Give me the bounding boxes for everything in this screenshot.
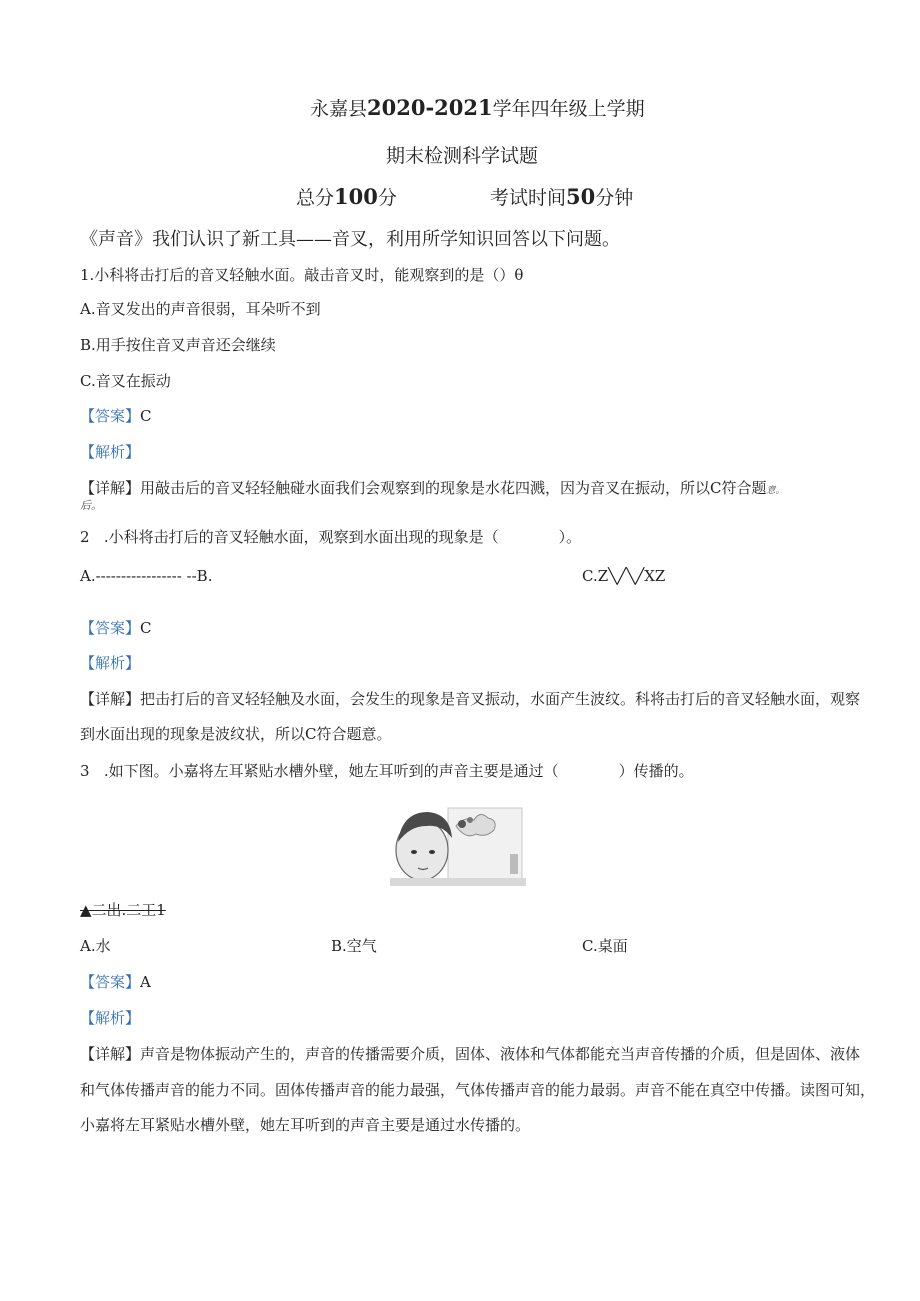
exam-time-label: 考试时间 — [490, 187, 567, 209]
q1-stem: 1.小科将击打后的音叉轻触水面。敲击音叉时，能观察到的是（）θ — [80, 266, 524, 284]
q1-option-a: A.音叉发出的声音很弱，耳朵听不到 — [80, 300, 321, 318]
q3-detail-line-2: 和气体传播声音的能力不同。固体传播声音的能力最强，气体传播声音的能力最弱。声音不能在真空中传播。读图可知， — [80, 1081, 876, 1099]
q2-stem — [80, 526, 581, 547]
total-score-unit: 分 — [377, 187, 397, 209]
q2-detail-line-1: 【详解】把击打后的音叉轻轻触及水面，会发生的现象是音叉振动，水面产生波纹。科将击打后的音叉轻触水面，观察 — [80, 690, 861, 708]
q2-number: 2 — [80, 528, 90, 546]
q3-answer — [80, 971, 151, 992]
q2-answer — [80, 617, 152, 638]
title-years: 2020-2021 — [367, 95, 493, 120]
q1-detail — [80, 477, 785, 498]
q2-answer-tag: 【答案】 — [80, 619, 141, 637]
total-score-label: 总分 — [296, 187, 335, 209]
q1-option-b: B.用手按住音叉声音还会继续 — [80, 336, 276, 354]
total-score — [296, 183, 397, 210]
title-county: 永嘉县 — [310, 98, 368, 120]
q2-option-ab: A.----------------- --B. — [80, 567, 213, 585]
q2-stem-text: .小科将击打后的音叉轻触水面，观察到水面出现的现象是（ ）。 — [103, 528, 582, 546]
q3-analysis-tag: 【解析】 — [80, 1009, 141, 1027]
q3-detail-line-1: 【详解】声音是物体振动产生的，声音的传播需要介质，固体、液体和气体都能充当声音传播的介质，但是固体、液体 — [80, 1045, 861, 1063]
q3-option-a: A.水 — [80, 937, 111, 955]
section-intro: 《声音》我们认识了新工具——音叉，利用所学知识回答以下问题。 — [80, 229, 620, 250]
exam-time-value: 50 — [566, 184, 596, 209]
q3-stem — [80, 760, 694, 781]
title-line-1 — [310, 94, 645, 121]
q3-option-c: C.桌面 — [582, 937, 628, 955]
exam-time — [490, 183, 633, 210]
q3-answer-tag: 【答案】 — [80, 973, 141, 991]
q1-detail-note: 后。 — [80, 499, 102, 512]
q1-answer — [80, 405, 152, 426]
q1-answer-tag: 【答案】 — [80, 407, 141, 425]
q2-analysis-tag: 【解析】 — [80, 654, 141, 672]
q3-detail-line-3: 小嘉将左耳紧贴水槽外壁，她左耳听到的声音主要是通过水传播的。 — [80, 1116, 531, 1134]
q3-number: 3 — [80, 762, 90, 780]
q3-stem-text: .如下图。小嘉将左耳紧贴水槽外壁，她左耳听到的声音主要是通过（ ）传播的。 — [103, 762, 694, 780]
title-term: 学年四年级上学期 — [492, 98, 645, 120]
q1-option-c: C.音叉在振动 — [80, 372, 171, 390]
q1-answer-value: C — [140, 407, 152, 425]
total-score-value: 100 — [334, 184, 378, 209]
q2-answer-value: C — [140, 619, 152, 637]
q1-analysis-tag: 【解析】 — [80, 443, 141, 461]
q2-detail-line-2: 到水面出现的现象是波纹状，所以C符合题意。 — [80, 725, 392, 743]
exam-time-unit: 分钟 — [595, 187, 634, 209]
q2-option-c: C.Z╲╱╲╱XZ — [582, 567, 666, 585]
q3-answer-value: A — [140, 973, 151, 991]
title-line-2: 期末检测科学试题 — [386, 145, 539, 167]
q1-detail-tail: 意。 — [766, 486, 785, 496]
girl-ear-on-sink-illustration — [390, 804, 526, 886]
q3-figure-caption: ▲二出.二工1 — [80, 901, 166, 919]
q3-figure-girl-at-sink — [390, 804, 526, 886]
q1-detail-text: 【详解】用敲击后的音叉轻轻触碰水面我们会观察到的现象是水花四溅，因为音叉在振动，所以C符合题 — [80, 479, 767, 497]
q3-option-b: B.空气 — [331, 937, 377, 955]
